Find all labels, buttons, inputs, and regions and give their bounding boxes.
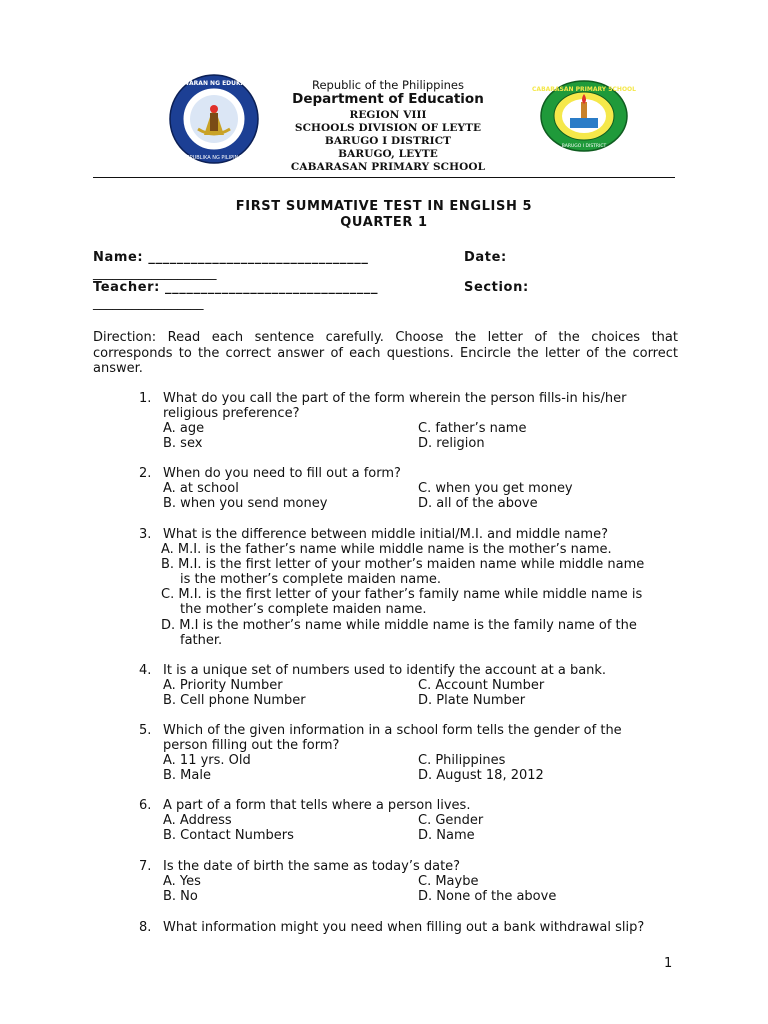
choice-b[interactable]: B. M.I. is the first letter of your mother’s maiden name while middle name	[161, 557, 645, 572]
question-text: religious preference?	[163, 406, 300, 421]
question-text: A part of a form that tells where a person lives.	[163, 798, 471, 813]
question-number: 5.	[139, 723, 152, 738]
question-number: 1.	[139, 391, 152, 406]
choice-d-cont: father.	[180, 633, 223, 648]
choice-c[interactable]: C. Philippines	[418, 753, 506, 768]
choice-c-cont: the mother’s complete maiden name.	[180, 602, 427, 617]
republic-label: Republic of the Philippines	[311, 78, 465, 92]
teacher-field[interactable]: Teacher: ______________________________	[93, 280, 379, 295]
town-label: BARUGO, LEYTE	[338, 148, 438, 160]
department-label: Department of Education	[292, 91, 484, 107]
division-label: SCHOOLS DIVISION OF LEYTE	[294, 122, 482, 134]
question-text: Is the date of birth the same as today’s date?	[163, 859, 461, 874]
school-seal-logo	[532, 80, 636, 152]
choice-b-cont: is the mother’s complete maiden name.	[180, 572, 442, 587]
choice-b[interactable]: B. No	[163, 889, 198, 904]
choice-a[interactable]: A. Address	[163, 813, 232, 828]
date-field[interactable]: ___________________	[93, 266, 217, 281]
svg-text:KAGAWARAN NG EDUKASYON: KAGAWARAN NG EDUKASYON	[164, 80, 264, 87]
choice-b[interactable]: B. Male	[163, 768, 211, 783]
svg-text:REPUBLIKA NG PILIPINAS: REPUBLIKA NG PILIPINAS	[183, 155, 245, 161]
choice-b[interactable]: B. Contact Numbers	[163, 828, 294, 843]
choice-a[interactable]: A. Priority Number	[163, 678, 283, 693]
date-label: Date:	[464, 250, 507, 265]
choice-d[interactable]: D. Name	[418, 828, 475, 843]
section-label: Section:	[464, 280, 529, 295]
choice-d[interactable]: D. all of the above	[418, 496, 538, 511]
question-text: What information might you need when filling out a bank withdrawal slip?	[163, 920, 645, 935]
svg-text:BARUGO I DISTRICT: BARUGO I DISTRICT	[561, 144, 607, 149]
choice-d[interactable]: D. religion	[418, 436, 485, 451]
test-title: FIRST SUMMATIVE TEST IN ENGLISH 5	[235, 199, 533, 214]
choice-b[interactable]: B. when you send money	[163, 496, 328, 511]
choice-b[interactable]: B. sex	[163, 436, 203, 451]
choice-a[interactable]: A. Yes	[163, 874, 201, 889]
choice-b[interactable]: B. Cell phone Number	[163, 693, 306, 708]
choice-a[interactable]: A. at school	[163, 481, 239, 496]
choice-c[interactable]: C. father’s name	[418, 421, 527, 436]
question-number: 7.	[139, 859, 152, 874]
choice-d[interactable]: D. None of the above	[418, 889, 557, 904]
district-label: BARUGO I DISTRICT	[324, 135, 452, 147]
svg-text:CABARASAN PRIMARY SCHOOL: CABARASAN PRIMARY SCHOOL	[532, 86, 636, 93]
choice-a[interactable]: A. age	[163, 421, 205, 436]
page-number: 1	[664, 956, 673, 971]
question-number: 2.	[139, 466, 152, 481]
question-text: person filling out the form?	[163, 738, 340, 753]
question-text: What is the difference between middle initial/M.I. and middle name?	[163, 527, 608, 542]
question-number: 8.	[139, 920, 152, 935]
choice-a[interactable]: A. 11 yrs. Old	[163, 753, 251, 768]
choice-c[interactable]: C. Gender	[418, 813, 484, 828]
question-text: What do you call the part of the form wherein the person fills-in his/her	[163, 391, 627, 406]
choice-d[interactable]: D. August 18, 2012	[418, 768, 544, 783]
question-number: 4.	[139, 663, 152, 678]
region-label: REGION VIII	[349, 109, 427, 121]
choice-c[interactable]: C. Maybe	[418, 874, 479, 889]
quarter-label: QUARTER 1	[340, 215, 428, 230]
choice-c[interactable]: C. Account Number	[418, 678, 545, 693]
choice-d[interactable]: D. Plate Number	[418, 693, 526, 708]
question-number: 3.	[139, 527, 152, 542]
question-text: When do you need to fill out a form?	[163, 466, 401, 481]
choice-a[interactable]: A. M.I. is the father’s name while middle name is the mother’s name.	[161, 542, 612, 557]
question-number: 6.	[139, 798, 152, 813]
choice-c[interactable]: C. when you get money	[418, 481, 573, 496]
name-field[interactable]: Name: _______________________________	[93, 250, 369, 265]
header-divider	[93, 177, 675, 178]
choice-c[interactable]: C. M.I. is the first letter of your father’s family name while middle name is	[161, 587, 643, 602]
section-field[interactable]: _________________	[93, 296, 204, 311]
school-label: CABARASAN PRIMARY SCHOOL	[290, 161, 486, 173]
question-text: It is a unique set of numbers used to identify the account at a bank.	[163, 663, 607, 678]
question-text: Which of the given information in a school form tells the gender of the	[163, 723, 622, 738]
deped-seal-logo	[164, 73, 264, 165]
direction-text: Direction: Read each sentence carefully. Choose the letter of the choices that corresponds to the correct answer of each questions. Encircle the letter of the correct answer.	[93, 330, 678, 376]
choice-d[interactable]: D. M.I is the mother’s name while middle name is the family name of the	[161, 618, 637, 633]
